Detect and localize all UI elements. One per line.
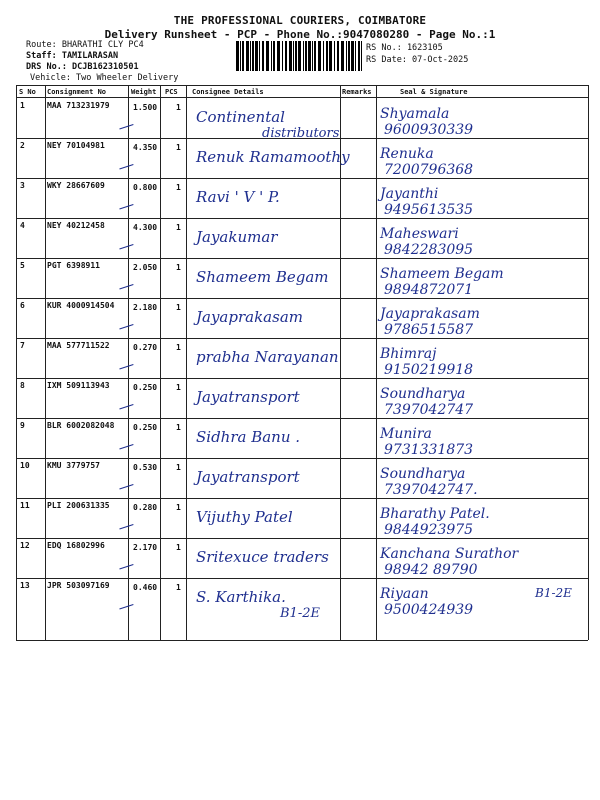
weight-value: 0.530 — [133, 463, 158, 472]
consignment-number: MAA 713231979 — [47, 101, 110, 110]
serial-number: 2 — [20, 141, 25, 150]
company-title: THE PROFESSIONAL COURIERS, COIMBATORE — [173, 14, 427, 27]
col-weight: Weight — [131, 88, 157, 96]
pieces-count: 1 — [176, 103, 181, 112]
col-pcs: PCS — [165, 88, 178, 96]
col-seal: Seal & Signature — [400, 88, 468, 96]
barcode-bar — [240, 41, 241, 71]
barcode-bar — [255, 41, 258, 71]
seal-signature: Shameem Begam — [380, 266, 504, 282]
barcode-bar — [236, 41, 239, 71]
serial-number: 4 — [20, 221, 25, 230]
barcode-bar — [314, 41, 316, 71]
col-sno: S No — [19, 88, 36, 96]
seal-phone: 9495613535 — [384, 202, 474, 218]
seal-signature: Kanchana Surathor — [380, 546, 519, 562]
col-consignment: Consignment No — [47, 88, 107, 96]
consignment-number: BLR 6002082048 — [47, 421, 115, 430]
check-mark-icon: — — [115, 153, 137, 178]
barcode-bar — [308, 41, 311, 71]
weight-value: 0.250 — [133, 383, 158, 392]
serial-number: 7 — [20, 341, 25, 350]
barcode-bar — [246, 41, 249, 71]
barcode-bar — [250, 41, 251, 71]
barcode-bar — [298, 41, 301, 71]
serial-number: 11 — [20, 501, 30, 510]
seal-phone: 7200796368 — [384, 162, 474, 178]
check-mark-icon: — — [115, 353, 137, 378]
check-mark-icon: — — [115, 313, 137, 338]
barcode-bar — [341, 41, 344, 71]
barcode-bar — [323, 41, 324, 71]
consignee-name: Renuk Ramamoothy — [196, 148, 350, 166]
barcode-bar — [285, 41, 287, 71]
barcode-bar — [305, 41, 307, 71]
consignee-name: Shameem Begam — [196, 268, 329, 286]
barcode-bar — [361, 41, 362, 71]
weight-value: 0.800 — [133, 183, 158, 192]
check-mark-icon: — — [115, 113, 137, 138]
consignment-number: KUR 4000914504 — [47, 301, 115, 310]
consignment-number: MAA 577711522 — [47, 341, 110, 350]
check-mark-icon: — — [115, 193, 137, 218]
seal-signature: Maheswari — [380, 226, 459, 242]
serial-number: 5 — [20, 261, 25, 270]
barcode-bar — [358, 41, 360, 71]
serial-number: 8 — [20, 381, 25, 390]
seal-flat-number: B1-2E — [535, 586, 572, 600]
weight-value: 1.500 — [133, 103, 158, 112]
staff-label: Staff: TAMILARASAN — [26, 51, 119, 61]
check-mark-icon: — — [115, 233, 137, 258]
consignment-number: PGT 6398911 — [47, 261, 100, 270]
rs-date: RS Date: 07-Oct-2025 — [366, 55, 469, 65]
seal-signature: Jayaprakasam — [380, 306, 480, 322]
seal-signature: Soundharya — [380, 466, 466, 482]
check-mark-icon: — — [115, 593, 137, 618]
consignee-name: Jayakumar — [196, 228, 278, 246]
weight-value: 0.460 — [133, 583, 158, 592]
weight-value: 0.280 — [133, 503, 158, 512]
consignee-name: Ravi ' V ' P. — [196, 188, 280, 206]
consignee-name: Jayatransport — [196, 388, 300, 406]
weight-value: 2.180 — [133, 303, 158, 312]
pieces-count: 1 — [176, 423, 181, 432]
barcode-bar — [351, 41, 354, 71]
pieces-count: 1 — [176, 583, 181, 592]
consignment-number: NEY 70104981 — [47, 141, 105, 150]
seal-phone: 7397042747 — [384, 402, 474, 418]
consignee-name: Vijuthy Patel — [196, 508, 293, 526]
vehicle-label: Vehicle: Two Wheeler Delivery — [30, 73, 179, 83]
barcode-bar — [318, 41, 321, 71]
serial-number: 1 — [20, 101, 25, 110]
check-mark-icon: — — [115, 433, 137, 458]
col-consignee: Consignee Details — [192, 88, 264, 96]
barcode-bar — [273, 41, 275, 71]
seal-phone: 9842283095 — [384, 242, 474, 258]
consignee-name: Jayaprakasam — [196, 308, 303, 326]
barcode-bar — [303, 41, 304, 71]
serial-number: 12 — [20, 541, 30, 550]
barcode-bar — [295, 41, 297, 71]
check-mark-icon: — — [115, 393, 137, 418]
consignment-number: KMU 3779757 — [47, 461, 100, 470]
seal-signature: Riyaan — [380, 586, 429, 602]
consignee-name: prabha Narayanan — [196, 348, 339, 366]
rs-number: RS No.: 1623105 — [366, 43, 443, 53]
seal-signature: Shyamala — [380, 106, 450, 122]
pieces-count: 1 — [176, 383, 181, 392]
pieces-count: 1 — [176, 183, 181, 192]
serial-number: 6 — [20, 301, 25, 310]
barcode-bar — [348, 41, 350, 71]
seal-signature: Renuka — [380, 146, 434, 162]
consignee-name: Sidhra Banu . — [196, 428, 301, 446]
seal-signature: Jayanthi — [380, 186, 439, 202]
consignee-name-line2: distributors — [262, 126, 340, 141]
pieces-count: 1 — [176, 303, 181, 312]
consignee-name: Jayatransport — [196, 468, 300, 486]
seal-signature: Soundharya — [380, 386, 466, 402]
pieces-count: 1 — [176, 223, 181, 232]
consignment-number: WKY 28667609 — [47, 181, 105, 190]
runsheet-subtitle: Delivery Runsheet - PCP - Phone No.:9047080280 - Page No.:1 — [104, 28, 496, 41]
consignment-number: NEY 40212458 — [47, 221, 105, 230]
weight-value: 0.270 — [133, 343, 158, 352]
seal-phone: 9894872071 — [384, 282, 474, 298]
consignment-number: JPR 503097169 — [47, 581, 110, 590]
pieces-count: 1 — [176, 503, 181, 512]
weight-value: 4.350 — [133, 143, 158, 152]
barcode-bar — [346, 41, 347, 71]
seal-signature: Munira — [380, 426, 432, 442]
barcode-image — [236, 41, 362, 71]
pieces-count: 1 — [176, 343, 181, 352]
consignment-number: IXM 509113943 — [47, 381, 110, 390]
seal-phone: 9500424939 — [384, 602, 474, 618]
weight-value: 4.300 — [133, 223, 158, 232]
barcode-bar — [242, 41, 244, 71]
seal-signature: Bharathy Patel. — [380, 506, 490, 522]
consignee-name: S. Karthika. — [196, 588, 286, 606]
seal-phone: 7397042747. — [384, 482, 478, 498]
barcode-bar — [277, 41, 280, 71]
pieces-count: 1 — [176, 143, 181, 152]
barcode-bar — [293, 41, 294, 71]
serial-number: 9 — [20, 421, 25, 430]
consignment-number: EDQ 16802996 — [47, 541, 105, 550]
col-remarks: Remarks — [342, 88, 372, 96]
seal-phone: 9731331873 — [384, 442, 474, 458]
weight-value: 0.250 — [133, 423, 158, 432]
barcode-bar — [282, 41, 283, 71]
barcode-bar — [266, 41, 269, 71]
pieces-count: 1 — [176, 463, 181, 472]
check-mark-icon: — — [115, 273, 137, 298]
pieces-count: 1 — [176, 263, 181, 272]
barcode-bar — [329, 41, 332, 71]
barcode-bar — [326, 41, 328, 71]
route-label: Route: BHARATHI CLY PC4 — [26, 40, 144, 50]
check-mark-icon: — — [115, 513, 137, 538]
serial-number: 13 — [20, 581, 30, 590]
barcode-bar — [252, 41, 254, 71]
consignee-name: Sritexuce traders — [196, 548, 329, 566]
weight-value: 2.170 — [133, 543, 158, 552]
barcode-bar — [337, 41, 339, 71]
barcode-bar — [271, 41, 272, 71]
check-mark-icon: — — [115, 473, 137, 498]
barcode-bar — [262, 41, 264, 71]
consignment-number: PLI 200631335 — [47, 501, 110, 510]
barcode-bar — [355, 41, 356, 71]
seal-signature: Bhimraj — [380, 346, 437, 362]
check-mark-icon: — — [115, 553, 137, 578]
seal-phone: 98942 89790 — [384, 562, 478, 578]
drs-label: DRS No.: DCJB162310501 — [26, 62, 139, 72]
barcode-bar — [334, 41, 335, 71]
seal-phone: 9786515587 — [384, 322, 474, 338]
weight-value: 2.050 — [133, 263, 158, 272]
seal-phone: 9150219918 — [384, 362, 474, 378]
consignee-name-line2: B1-2E — [280, 606, 320, 621]
consignee-name: Continental — [196, 108, 285, 126]
barcode-bar — [312, 41, 313, 71]
barcode-bar — [259, 41, 260, 71]
serial-number: 10 — [20, 461, 30, 470]
serial-number: 3 — [20, 181, 25, 190]
seal-phone: 9844923975 — [384, 522, 474, 538]
barcode-bar — [289, 41, 292, 71]
seal-phone: 9600930339 — [384, 122, 474, 138]
pieces-count: 1 — [176, 543, 181, 552]
